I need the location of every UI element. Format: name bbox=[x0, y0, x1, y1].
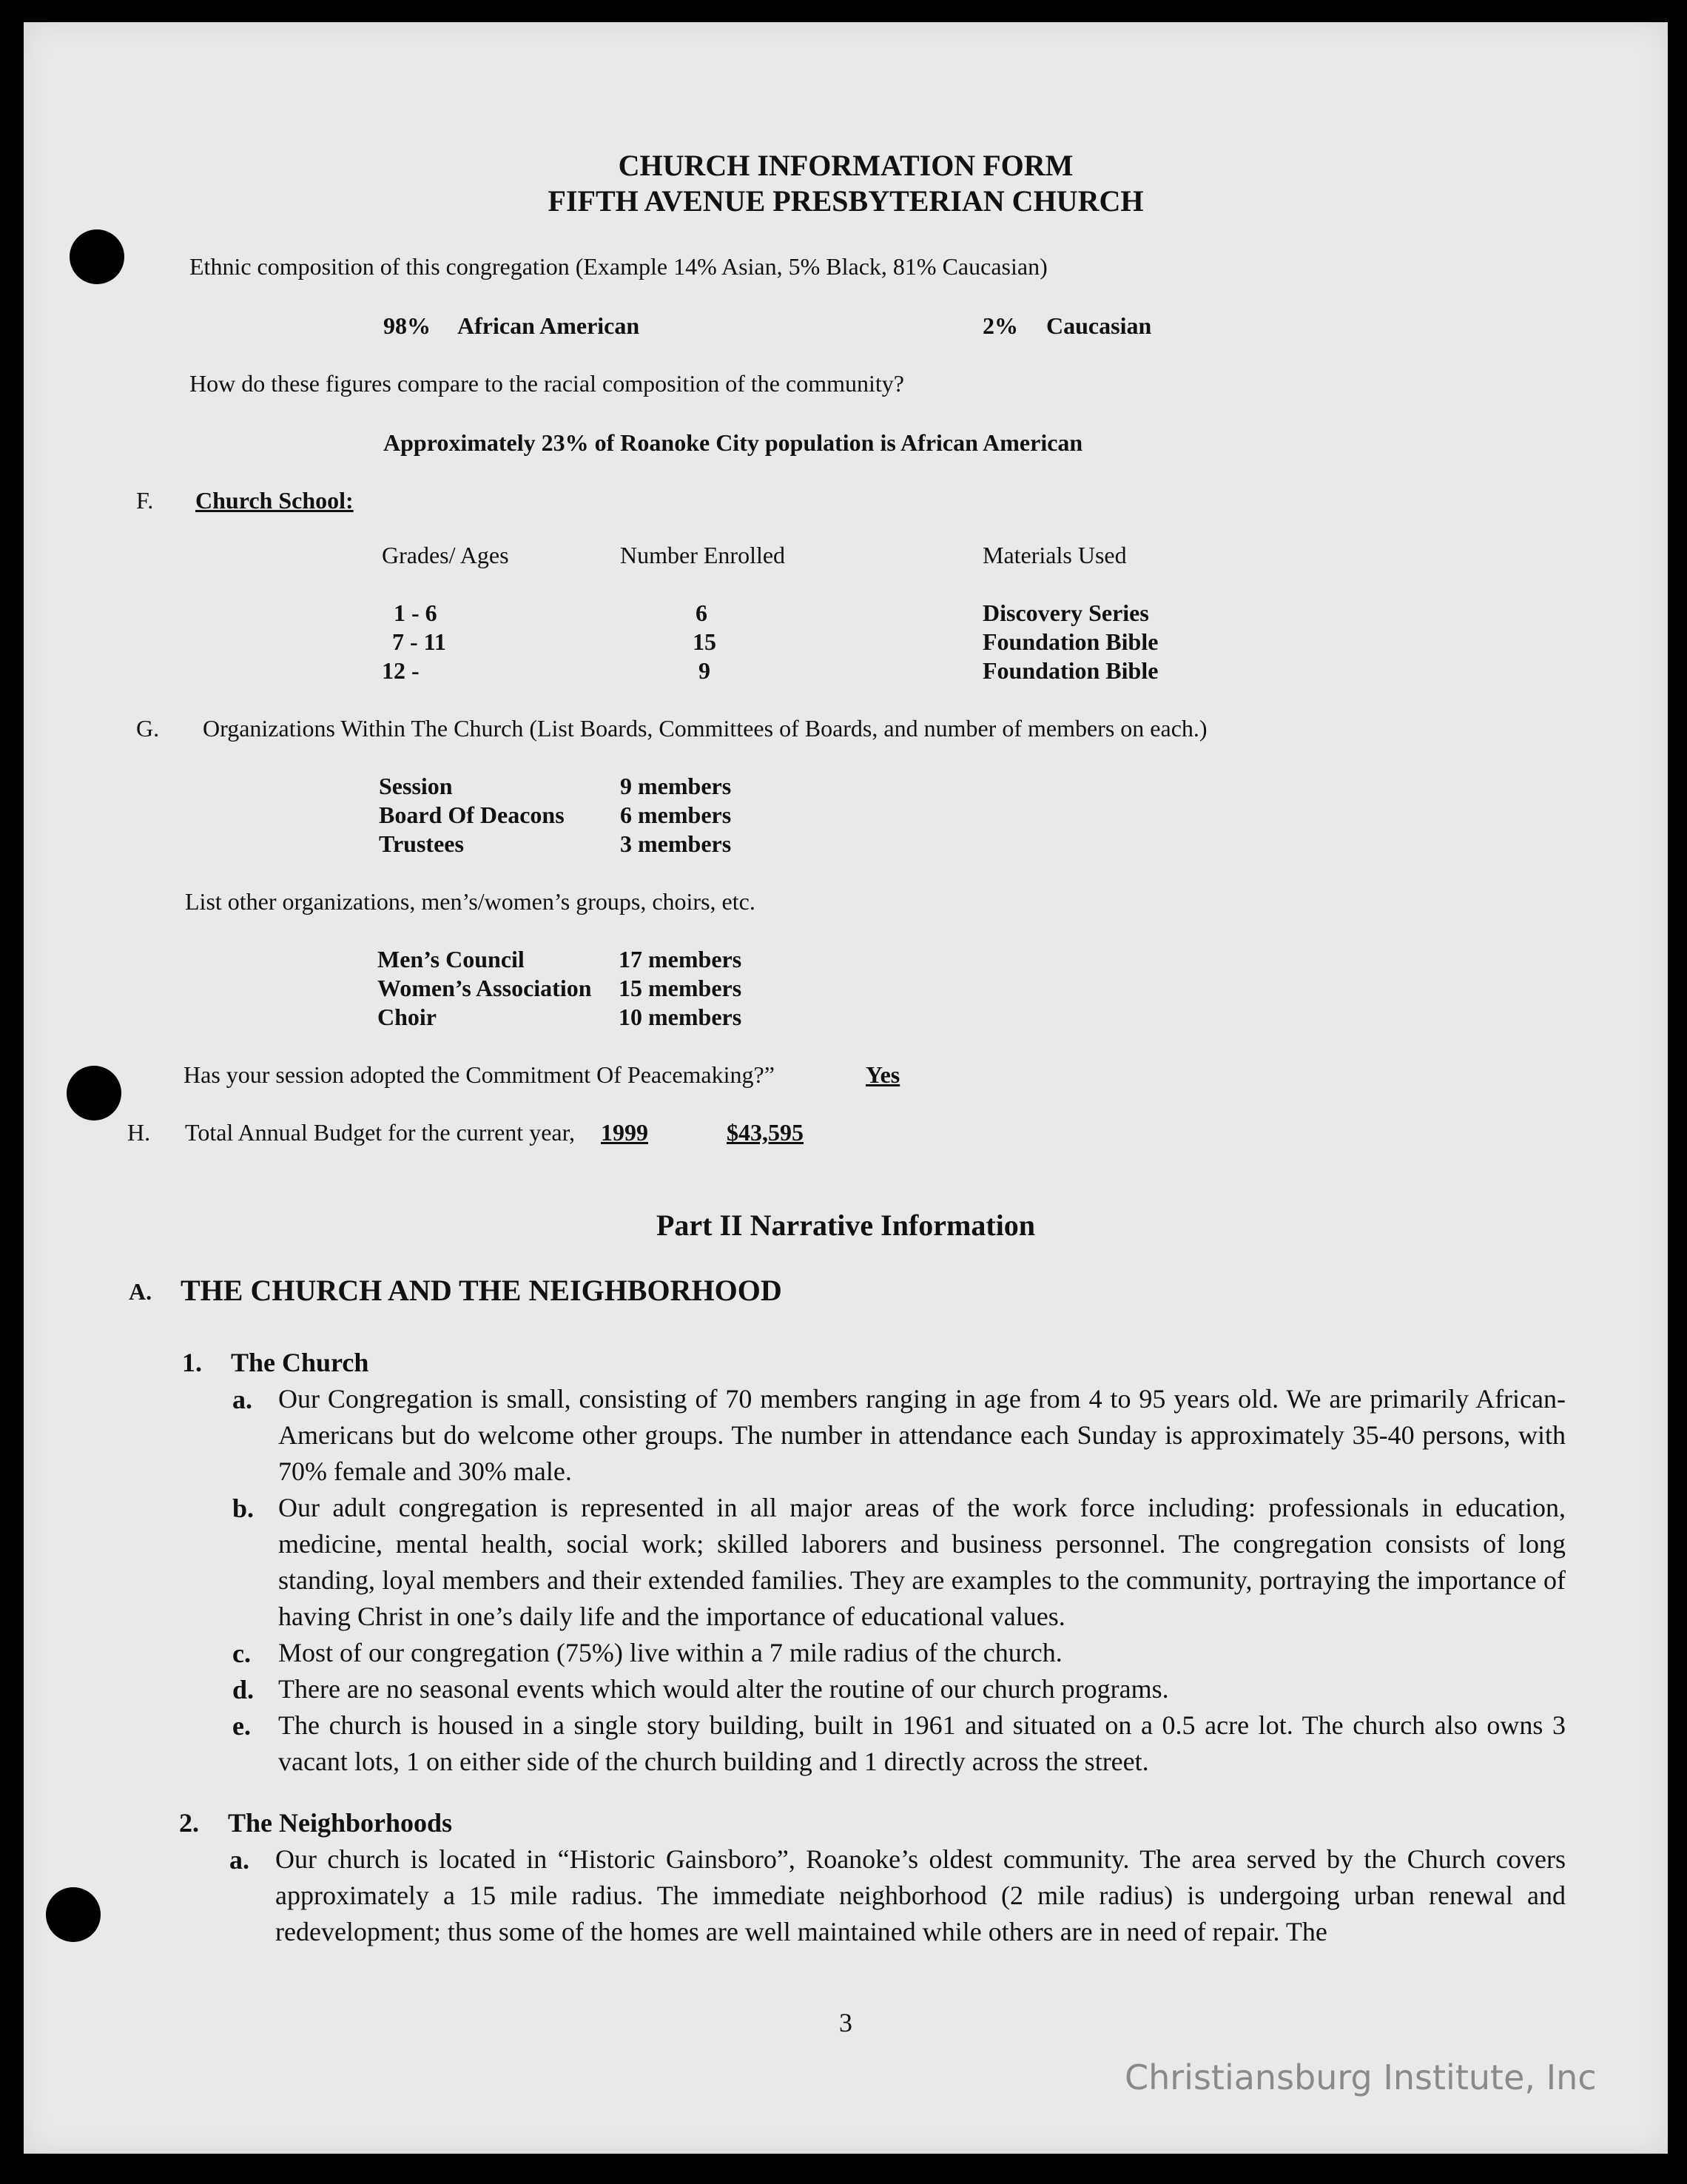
item-text: Our Congregation is small, consisting of 70 members ranging in age from 4 to 95 years old. We are primarily African-Americans but do welcome other groups. The number in attendance each Sunday is approximately 35-40 persons, with 70% female and 30% male. bbox=[278, 1384, 1566, 1486]
ethnic-label-1: African American bbox=[457, 312, 640, 339]
item-mark: a. bbox=[232, 1385, 252, 1414]
page-number: 3 bbox=[839, 2008, 852, 2037]
col-header-materials: Materials Used bbox=[983, 542, 1127, 568]
budget-year: 1999 bbox=[601, 1119, 648, 1146]
materials-cell: Foundation Bible bbox=[983, 628, 1159, 655]
form-title: CHURCH INFORMATION FORM bbox=[618, 149, 1074, 182]
board-members: 9 members bbox=[620, 773, 732, 799]
section-letter-f: F. bbox=[136, 487, 154, 514]
punch-hole-bottom bbox=[46, 1887, 101, 1942]
organizations-question: Organizations Within The Church (List Boards, Committees of Boards, and number of members on each.) bbox=[203, 715, 1208, 742]
item-text: Our church is located in “Historic Gainsboro”, Roanoke’s oldest community. The area served by the Church covers approximately a 15 mile radius. The immediate neighborhood (2 mile radius) is undergoing urban renewal and redevelopment; thus some of the homes are well maintained while others are in need of repair. The bbox=[275, 1844, 1566, 1946]
board-name: Trustees bbox=[379, 830, 464, 857]
item-text: The church is housed in a single story building, built in 1961 and situated on a 0.5 acre lot. The church also owns 3 vacant lots, 1 on either side of the church building and 1 directly across the street. bbox=[278, 1710, 1566, 1776]
ethnic-pct-1: 98% bbox=[383, 312, 431, 339]
church-name-title: FIFTH AVENUE PRESBYTERIAN CHURCH bbox=[548, 184, 1144, 218]
item-mark: c. bbox=[232, 1639, 251, 1668]
item-mark: e. bbox=[232, 1711, 251, 1741]
board-members: 6 members bbox=[620, 802, 732, 828]
grades-cell: 12 - bbox=[382, 657, 420, 684]
enrolled-value: 6 bbox=[696, 599, 707, 626]
subsection-number: 1. bbox=[182, 1348, 202, 1377]
punch-hole-top bbox=[70, 229, 124, 284]
enrolled-cell: 15 bbox=[693, 628, 716, 655]
peacemaking-answer: Yes bbox=[866, 1061, 900, 1088]
section-letter-a: A. bbox=[129, 1278, 152, 1305]
peacemaking-question: Has your session adopted the Commitment Of Peacemaking?” bbox=[183, 1061, 775, 1088]
other-orgs-question: List other organizations, men’s/women’s groups, choirs, etc. bbox=[185, 888, 755, 915]
ethnic-label-2: Caucasian bbox=[1046, 312, 1152, 339]
col-header-enrolled: Number Enrolled bbox=[620, 542, 786, 568]
group-name: Choir bbox=[377, 1004, 437, 1030]
subsection-title-neighborhoods: The Neighborhoods bbox=[228, 1808, 453, 1838]
grades-cell: 7 - 11 bbox=[392, 628, 446, 655]
budget-amount: $43,595 bbox=[727, 1119, 804, 1146]
board-name: Board Of Deacons bbox=[379, 802, 565, 828]
item-mark: b. bbox=[232, 1493, 255, 1523]
group-name: Men’s Council bbox=[377, 946, 525, 972]
section-letter-g: G. bbox=[136, 715, 160, 742]
col-header-grades: Grades/ Ages bbox=[382, 542, 509, 568]
compare-question: How do these figures compare to the racial composition of the community? bbox=[189, 370, 904, 397]
enrolled-cell: 9 bbox=[698, 657, 710, 684]
group-name: Women’s Association bbox=[377, 975, 592, 1001]
item-mark: d. bbox=[232, 1675, 255, 1704]
board-members: 3 members bbox=[620, 830, 732, 857]
section-letter-h: H. bbox=[127, 1119, 151, 1146]
item-mark: a. bbox=[229, 1845, 249, 1875]
item-text: Our adult congregation is represented in all major areas of the work force including: professionals in education, medicine, mental health, social work; skilled laborers and business personnel. The congregation consists of long standing, loyal members and their extended families. They are examples to the community, portraying the importance of having Christ in one’s daily life and the importance of educational values. bbox=[278, 1493, 1566, 1631]
ethnic-pct-2: 2% bbox=[983, 312, 1018, 339]
item-text: Most of our congregation (75%) live within a 7 mile radius of the church. bbox=[278, 1638, 1063, 1667]
materials-cell: Discovery Series bbox=[983, 599, 1149, 626]
grades-cell: 1 - 6 bbox=[394, 599, 437, 626]
ethnic-question: Ethnic composition of this congregation (Example 14% Asian, 5% Black, 81% Caucasian) bbox=[189, 253, 1048, 280]
group-members: 10 members bbox=[619, 1004, 742, 1030]
item-text: There are no seasonal events which would alter the routine of our church programs. bbox=[278, 1674, 1169, 1704]
group-members: 17 members bbox=[619, 946, 742, 972]
group-members: 15 members bbox=[619, 975, 742, 1001]
church-school-heading: Church School: bbox=[195, 487, 354, 514]
subsection-title-church: The Church bbox=[231, 1348, 369, 1377]
document-page bbox=[24, 22, 1668, 2154]
subsection-number: 2. bbox=[179, 1808, 199, 1838]
watermark: Christiansburg Institute, Inc bbox=[1125, 2057, 1597, 2097]
compare-answer: Approximately 23% of Roanoke City population is African American bbox=[383, 429, 1083, 456]
board-name: Session bbox=[379, 773, 453, 799]
materials-cell: Foundation Bible bbox=[983, 657, 1159, 684]
part2-title: Part II Narrative Information bbox=[656, 1209, 1036, 1242]
section-title: THE CHURCH AND THE NEIGHBORHOOD bbox=[181, 1274, 782, 1307]
budget-label: Total Annual Budget for the current year, bbox=[185, 1119, 575, 1146]
punch-hole-middle bbox=[67, 1066, 121, 1120]
